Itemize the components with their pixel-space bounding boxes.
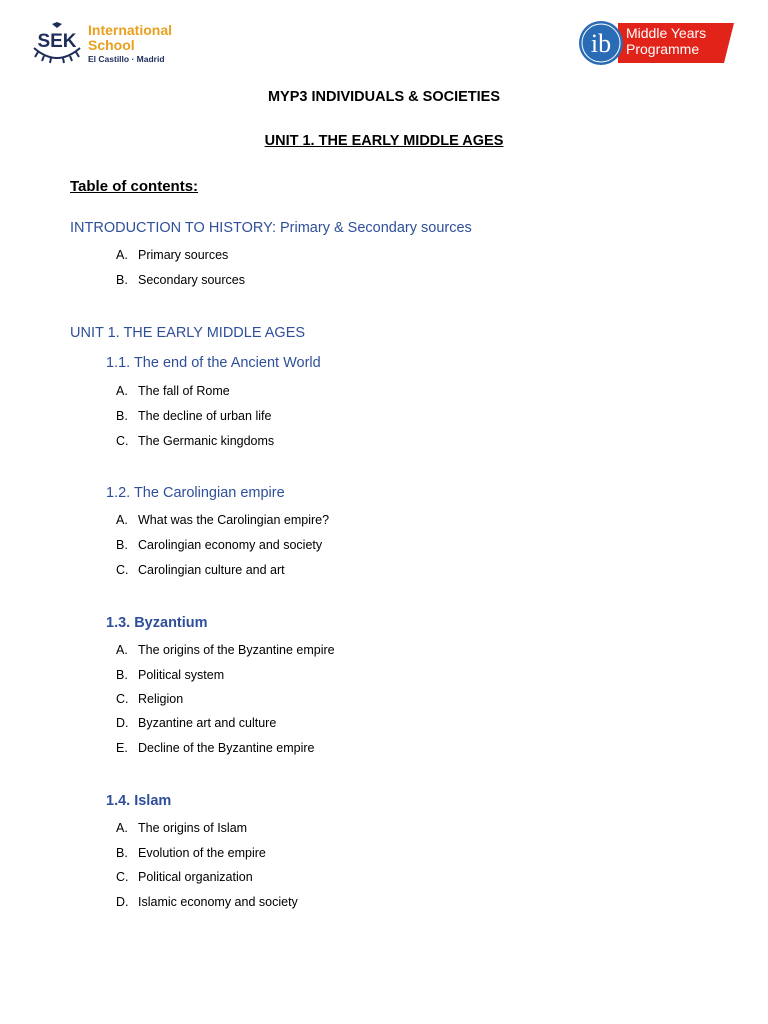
list-item: [116, 513, 329, 527]
subsection-title: 1.4. Islam: [106, 793, 172, 809]
toc-heading: Table of contents:: [70, 178, 199, 195]
sek-badge-text: SEK: [37, 31, 77, 52]
list-item: [116, 538, 322, 552]
item-text: Byzantine art and culture: [138, 716, 277, 730]
item-text: Decline of the Byzantine empire: [138, 741, 315, 755]
item-letter: C.: [116, 692, 129, 706]
intro-heading: INTRODUCTION TO HISTORY: Primary & Secondary sources: [70, 220, 472, 236]
list-item: [116, 692, 183, 706]
item-letter: C.: [116, 434, 129, 448]
item-letter: A.: [116, 643, 128, 657]
list-item: [116, 248, 228, 262]
item-text: Political organization: [138, 870, 253, 884]
list-item: [116, 384, 230, 398]
item-text: The Germanic kingdoms: [138, 434, 275, 448]
item-text: Carolingian culture and art: [138, 563, 285, 577]
ib-line1: Middle Years: [626, 25, 707, 41]
document-subtitle: UNIT 1. THE EARLY MIDDLE AGES: [264, 133, 504, 149]
list-item: [116, 870, 253, 884]
document-title: MYP3 INDIVIDUALS & SOCIETIES: [267, 89, 501, 105]
item-text: Primary sources: [138, 248, 229, 262]
list-item: [116, 741, 314, 755]
item-letter: A.: [116, 384, 128, 398]
list-item: [116, 846, 266, 860]
item-letter: A.: [116, 513, 128, 527]
sek-line1: International: [88, 22, 173, 38]
item-text: Political system: [138, 668, 225, 682]
ib-myp-logo: [578, 20, 734, 66]
item-letter: C.: [116, 870, 129, 884]
item-text: The fall of Rome: [138, 384, 230, 398]
list-item: [116, 821, 247, 835]
item-letter: D.: [116, 895, 129, 909]
list-item: [116, 643, 335, 657]
item-text: Religion: [138, 692, 184, 706]
item-letter: B.: [116, 846, 128, 860]
ib-mark-text: ib: [590, 29, 612, 58]
item-letter: E.: [116, 741, 128, 755]
sek-logo: [30, 20, 190, 66]
list-item: [116, 563, 285, 577]
item-letter: C.: [116, 563, 129, 577]
sek-crest-icon: [30, 22, 84, 64]
item-letter: B.: [116, 668, 128, 682]
ib-line2: Programme: [626, 41, 700, 57]
item-text: What was the Carolingian empire?: [138, 513, 330, 527]
item-letter: D.: [116, 716, 129, 730]
list-item: [116, 716, 276, 730]
list-item: [116, 273, 245, 287]
item-text: The origins of the Byzantine empire: [138, 643, 335, 657]
item-text: Secondary sources: [138, 273, 246, 287]
unit-heading: UNIT 1. THE EARLY MIDDLE AGES: [70, 325, 306, 341]
subsection-title: 1.2. The Carolingian empire: [106, 485, 285, 501]
list-item: [116, 895, 298, 909]
item-text: Evolution of the empire: [138, 846, 266, 860]
item-letter: A.: [116, 248, 128, 262]
list-item: [116, 434, 274, 448]
sek-line3: El Castillo · Madrid: [88, 54, 165, 64]
list-item: [116, 668, 224, 682]
item-letter: A.: [116, 821, 128, 835]
item-text: Carolingian economy and society: [138, 538, 323, 552]
item-text: Islamic economy and society: [138, 895, 298, 909]
item-text: The origins of Islam: [138, 821, 248, 835]
item-letter: B.: [116, 409, 128, 423]
item-text: The decline of urban life: [138, 409, 272, 423]
item-letter: B.: [116, 273, 128, 287]
subsection-title: 1.3. Byzantium: [106, 615, 208, 631]
sek-line2: School: [88, 37, 135, 53]
item-letter: B.: [116, 538, 128, 552]
list-item: [116, 409, 271, 423]
subsection-title: 1.1. The end of the Ancient World: [106, 355, 321, 371]
